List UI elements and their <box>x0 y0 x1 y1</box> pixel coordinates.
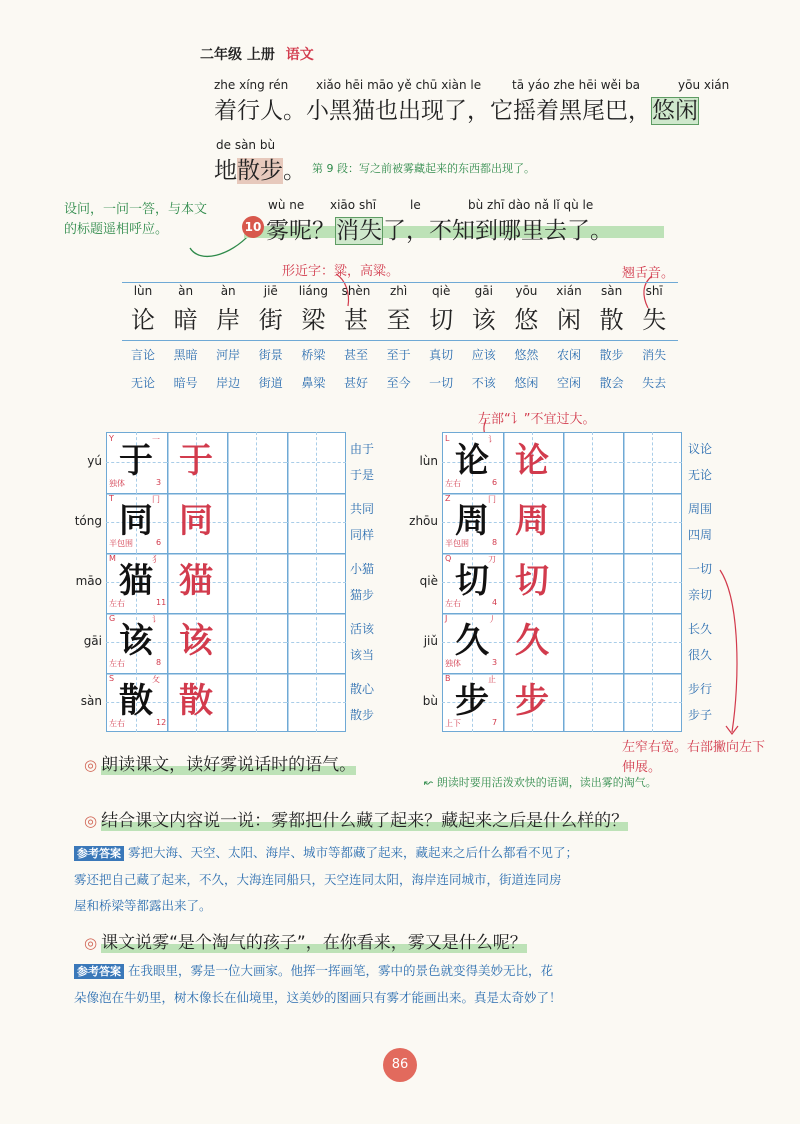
question-3 <box>84 928 527 953</box>
answer-label: 参考答案 <box>74 846 124 861</box>
grid-tag-letter: M <box>109 554 116 563</box>
answer-3 <box>74 958 764 1011</box>
grid-pinyin: bù <box>422 694 438 708</box>
bullet-icon: ◎ <box>84 934 98 952</box>
grid-char-trace: 猫 <box>179 561 213 601</box>
book-header <box>200 44 314 64</box>
grid-tag-struct: 左右 <box>109 599 125 608</box>
grid-word: 四周 <box>687 528 712 542</box>
page-number: 86 <box>383 1048 417 1082</box>
strip-char-glyph: 至 <box>386 306 411 334</box>
pinyin-4: yōu xián <box>678 78 730 92</box>
strip-char <box>289 284 337 332</box>
grid-cell <box>226 612 286 672</box>
grid-tag-strokes: 12 <box>156 718 167 727</box>
subject-label: 语文 <box>285 47 314 63</box>
answer-3-line-2: 朵像泡在牛奶里，树木像长在仙境里，这美妙的图画只有雾才能画出来。真是太奇妙了！ <box>74 990 562 1005</box>
strip-char <box>502 284 550 332</box>
strip-char-pinyin: xián <box>556 284 582 298</box>
strip-char-pinyin: àn <box>220 284 236 298</box>
grid-word: 很久 <box>687 648 712 662</box>
para10-text-b: 了，不知到哪里去了。 <box>383 218 613 244</box>
grid-word: 步子 <box>687 708 712 722</box>
para10-line <box>266 212 613 245</box>
grid-cell <box>286 492 346 552</box>
grid-char-model: 切 <box>455 561 489 601</box>
grid-word: 散心 <box>349 682 374 696</box>
grid-tag-radical: 丿 <box>488 615 496 624</box>
answer-2-line-1 <box>74 840 754 867</box>
grid-tag-struct: 独体 <box>109 479 125 488</box>
strip-char <box>545 284 593 332</box>
note-read-icon: ↜ <box>424 776 437 789</box>
strip-char <box>332 284 380 332</box>
question-1-text: 朗读课文，读好雾说话时的语气。 <box>101 755 357 775</box>
grid-word: 由于 <box>349 442 374 456</box>
grid-cell <box>622 672 682 732</box>
strip-char <box>119 284 167 332</box>
strip-char-glyph: 岸 <box>216 306 241 334</box>
grid-char-model: 周 <box>455 501 489 541</box>
grid-pinyin: gāi <box>83 634 102 648</box>
grid-char-trace: 周 <box>515 501 549 541</box>
grid-cell <box>286 552 346 612</box>
grid-word: 该当 <box>349 648 374 662</box>
para9-line1-text: 着行人。小黑猫也出现了，它摇着黑尾巴， <box>214 98 651 124</box>
strip-word: 河岸 <box>216 348 241 362</box>
grid-tag-radical: 讠 <box>152 615 160 624</box>
grid-tag-radical: 冂 <box>488 495 496 504</box>
strip-char <box>162 284 210 332</box>
grid-pinyin: yú <box>87 454 102 468</box>
grid-tag-strokes: 11 <box>156 598 167 607</box>
strip-word: 消失 <box>642 348 667 362</box>
grid-tag-radical: 止 <box>488 675 496 684</box>
grid-tag-strokes: 4 <box>492 598 498 607</box>
strip-char-pinyin: àn <box>178 284 194 298</box>
para9-line2-text-b: 。 <box>283 158 306 184</box>
grid-word: 散步 <box>349 708 374 722</box>
strip-word: 悠闲 <box>514 376 539 390</box>
grid-char-trace: 切 <box>515 561 549 601</box>
grid-char-trace: 该 <box>179 621 213 661</box>
pinyin-5: de sàn bù <box>216 138 276 152</box>
grid-char-trace: 步 <box>515 681 549 721</box>
strip-char <box>204 284 252 332</box>
grid-tag-radical: 犭 <box>152 555 160 564</box>
grid-cell <box>226 672 286 732</box>
grid-tag-struct: 左右 <box>109 659 125 668</box>
grid-tag-struct: 上下 <box>445 719 461 728</box>
strip-char-pinyin: jiē <box>263 284 278 298</box>
grid-word: 一切 <box>687 562 712 576</box>
grid-word: 步行 <box>687 682 712 696</box>
grid-char-trace: 同 <box>179 501 213 541</box>
strip-word: 不该 <box>471 376 496 390</box>
strip-word: 真切 <box>429 348 454 362</box>
grid-tag-strokes: 7 <box>492 718 498 727</box>
grid-cell <box>622 612 682 672</box>
grid-cell <box>226 552 286 612</box>
grid-tag-letter: Z <box>445 494 451 503</box>
grid-tag-strokes: 6 <box>156 538 162 547</box>
grid-tag-radical: 冂 <box>152 495 160 504</box>
grid-cell <box>286 432 346 492</box>
strip-word: 悠然 <box>514 348 539 362</box>
grid-tag-struct: 左右 <box>445 599 461 608</box>
strip-char-pinyin: shī <box>645 284 663 298</box>
answer-label: 参考答案 <box>74 964 124 979</box>
strip-char <box>588 284 636 332</box>
para9-line2 <box>214 152 306 185</box>
strip-char <box>630 284 678 332</box>
strip-word: 至于 <box>386 348 411 362</box>
strip-char-glyph: 甚 <box>344 306 368 334</box>
strip-word: 农闲 <box>556 348 581 362</box>
note-bu: 左窄右宽。右部撇向左下伸展。 <box>622 740 766 775</box>
answer-3-text-1: 在我眼里，雾是一位大画家。他挥一挥画笔，雾中的景色就变得美妙无比，花 <box>128 963 554 978</box>
strip-char-glyph: 失 <box>642 306 667 334</box>
question-1 <box>84 750 356 775</box>
grid-word: 共同 <box>349 502 374 516</box>
paragraph-number: 10 <box>242 216 264 238</box>
strip-char <box>247 284 295 332</box>
strip-word: 一切 <box>429 376 454 390</box>
grid-tag-letter: T <box>109 494 114 503</box>
grid-tag-strokes: 3 <box>492 658 498 667</box>
strip-word: 街道 <box>258 376 283 390</box>
strip-char-glyph: 散 <box>599 306 624 334</box>
strip-word: 失去 <box>642 376 667 390</box>
grid-pinyin: qiè <box>419 574 438 588</box>
grid-cell <box>562 432 622 492</box>
answer-2 <box>74 840 754 919</box>
grid-cell <box>562 612 622 672</box>
highlight-xiaoshi: 消失 <box>336 218 382 244</box>
grid-char-model: 猫 <box>119 561 153 601</box>
para9-line1 <box>214 92 699 125</box>
grid-cell <box>286 612 346 672</box>
grid-tag-radical: 讠 <box>488 435 496 444</box>
grid-tag-letter: J <box>445 614 448 623</box>
strip-char-glyph: 闲 <box>557 306 581 334</box>
strip-char <box>417 284 465 332</box>
grid-tag-radical: 攵 <box>152 675 160 684</box>
strip-char-pinyin: qiè <box>432 284 451 298</box>
grid-pinyin: tóng <box>74 514 102 528</box>
grid-word: 亲切 <box>687 588 712 602</box>
grid-tag-struct: 半包围 <box>445 539 469 548</box>
grid-tag-letter: S <box>109 674 115 683</box>
grid-char-model: 同 <box>119 501 153 541</box>
grid-cell <box>622 552 682 612</box>
note-read <box>424 774 657 790</box>
pinyin-1: zhe xíng rén <box>214 78 289 92</box>
answer-3-line-1 <box>74 958 764 985</box>
strip-char-pinyin: sàn <box>600 284 623 298</box>
strip-top-rule <box>122 282 678 283</box>
grid-char-model: 步 <box>455 681 489 721</box>
grid-char-trace: 论 <box>515 441 549 481</box>
answer-2-line-2: 雾还把自己藏了起来，不久，大海连同船只，天空连同太阳，海岸连同城市，街道连同房 <box>74 872 562 887</box>
strip-word: 暗号 <box>173 376 198 390</box>
grid-tag-struct: 半包围 <box>109 539 133 548</box>
grid-pinyin: jiǔ <box>423 634 438 648</box>
grid-tag-strokes: 6 <box>492 478 498 487</box>
highlight-youxian: 悠闲 <box>652 98 698 124</box>
grid-tag-letter: G <box>109 614 116 623</box>
grid-word: 周围 <box>687 502 712 516</box>
grid-pinyin: lùn <box>419 454 438 468</box>
highlight-sanbu: 散步 <box>237 158 283 184</box>
pinyin-8: le <box>410 198 421 212</box>
grid-tag-radical: 一 <box>152 435 160 444</box>
grid-tag-letter: L <box>445 434 450 443</box>
strip-char-glyph: 梁 <box>301 306 326 334</box>
strip-word: 言论 <box>130 348 155 362</box>
strip-char-glyph: 暗 <box>173 306 198 334</box>
grid-pinyin: sàn <box>80 694 102 708</box>
para10-text-a: 雾呢？ <box>266 218 335 244</box>
question-2 <box>84 806 628 831</box>
strip-char-pinyin: liáng <box>298 284 329 298</box>
strip-word: 应该 <box>471 348 496 362</box>
grid-word: 无论 <box>687 468 712 482</box>
strip-bottom-rule <box>122 340 678 341</box>
bullet-icon: ◎ <box>84 812 98 830</box>
pinyin-6: wù ne <box>268 198 305 212</box>
grid-cell <box>622 432 682 492</box>
pinyin-3: tā yáo zhe hēi wěi ba <box>512 78 641 92</box>
grid-tag-strokes: 8 <box>156 658 162 667</box>
bullet-icon: ◎ <box>84 756 98 774</box>
strip-char-pinyin: zhì <box>389 284 408 298</box>
strip-char-pinyin: lùn <box>133 284 153 298</box>
para9-note: 第 9 段：写之前被雾藏起来的东西都出现了。 <box>312 162 535 175</box>
grid-char-model: 久 <box>455 621 489 661</box>
strip-word: 鼻梁 <box>301 376 326 390</box>
note-liang: 形近字：粱，高粱。 <box>282 264 400 279</box>
strip-char <box>375 284 423 332</box>
strip-char-glyph: 论 <box>131 306 155 334</box>
note-read-text: 朗读时要用活泼欢快的语调，读出雾的淘气。 <box>436 776 657 789</box>
grid-char-model: 该 <box>119 621 153 661</box>
grid-word: 长久 <box>687 622 712 636</box>
note-lun: 左部“讠”不宜过大。 <box>478 412 596 427</box>
grid-word: 小猫 <box>349 562 374 576</box>
pinyin-9: bù zhī dào nǎ lǐ qù le <box>468 198 594 212</box>
strip-char-glyph: 悠 <box>514 306 539 334</box>
strip-word: 至今 <box>386 376 411 390</box>
question-3-text: 课文说雾“是个淘气的孩子”，在你看来，雾又是什么呢？ <box>101 933 527 953</box>
pinyin-2: xiǎo hēi māo yě chū xiàn le <box>316 78 482 92</box>
strip-word: 甚好 <box>343 376 368 390</box>
grid-tag-radical: 刀 <box>488 555 496 564</box>
rhetoric-note: 设问，一问一答，与本文的标题遥相呼应。 <box>64 202 208 237</box>
grid-cell <box>286 672 346 732</box>
grid-char-model: 论 <box>455 441 489 481</box>
strip-char-glyph: 该 <box>471 306 496 334</box>
strip-char-pinyin: shèn <box>341 284 371 298</box>
strip-word: 散会 <box>599 376 624 390</box>
bracket-arrow <box>716 560 752 740</box>
grid-tag-letter: B <box>445 674 451 683</box>
strip-word: 黑暗 <box>173 348 198 362</box>
strip-char-glyph: 街 <box>258 306 283 334</box>
strip-word: 甚至 <box>343 348 368 362</box>
grid-char-trace: 于 <box>179 441 213 481</box>
grid-word: 同样 <box>349 528 374 542</box>
note-shi: 翘舌音。 <box>622 266 675 281</box>
strip-word: 空闲 <box>556 376 581 390</box>
answer-2-line-3: 屋和桥梁等都露出来了。 <box>74 898 212 913</box>
question-2-text: 结合课文内容说一说：雾都把什么藏了起来？藏起来之后是什么样的？ <box>101 811 629 831</box>
strip-char-pinyin: yōu <box>515 284 538 298</box>
grid-cell <box>562 552 622 612</box>
grid-cell <box>226 492 286 552</box>
strip-char-pinyin: gāi <box>474 284 493 298</box>
grid-tag-struct: 左右 <box>109 719 125 728</box>
grid-tag-struct: 左右 <box>445 479 461 488</box>
strip-word: 桥梁 <box>301 348 326 362</box>
strip-char-glyph: 切 <box>429 306 454 334</box>
answer-2-text-1: 雾把大海、天空、太阳、海岸、城市等都藏了起来，藏起来之后什么都看不见了； <box>128 845 579 860</box>
grid-pinyin: māo <box>75 574 102 588</box>
strip-word: 无论 <box>130 376 155 390</box>
grade-label: 二年级 上册 <box>200 47 275 63</box>
grid-tag-letter: Q <box>445 554 452 563</box>
para9-line2-text-a: 地 <box>214 158 237 184</box>
grid-cell <box>226 432 286 492</box>
pinyin-7: xiāo shī <box>330 198 377 212</box>
grid-char-trace: 散 <box>179 681 213 721</box>
strip-char <box>460 284 508 332</box>
strip-word: 散步 <box>599 348 624 362</box>
grid-cell <box>622 492 682 552</box>
grid-tag-strokes: 3 <box>156 478 162 487</box>
grid-tag-strokes: 8 <box>492 538 498 547</box>
grid-cell <box>562 492 622 552</box>
grid-tag-struct: 独体 <box>445 659 461 668</box>
grid-cell <box>562 672 622 732</box>
grid-char-model: 于 <box>119 441 153 481</box>
grid-word: 猫步 <box>349 588 374 602</box>
grid-word: 于是 <box>349 468 374 482</box>
grid-word: 议论 <box>687 442 712 456</box>
strip-word: 岸边 <box>216 376 241 390</box>
strip-word: 街景 <box>258 348 283 362</box>
grid-pinyin: zhōu <box>409 514 438 528</box>
grid-char-trace: 久 <box>515 621 549 661</box>
grid-char-model: 散 <box>119 681 153 721</box>
grid-word: 活该 <box>349 622 374 636</box>
grid-tag-letter: Y <box>109 434 114 443</box>
